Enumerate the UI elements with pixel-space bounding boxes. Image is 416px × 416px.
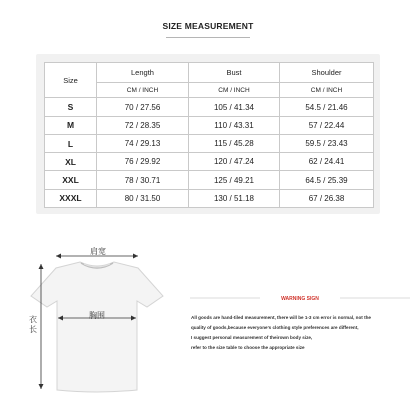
shoulder-cell: 67 / 26.38 xyxy=(280,189,374,207)
length-cell: 72 / 28.35 xyxy=(97,116,189,134)
size-cell: XL xyxy=(45,153,97,171)
warning-notes xyxy=(191,313,407,353)
warning-line: I suggest personal measurement of theirown body size, xyxy=(191,335,313,340)
size-cell: XXXL xyxy=(45,189,97,207)
warning-line: All goods are hand-tiled measurement, there will be 1-3 cm error is normal, not the xyxy=(191,315,371,320)
bust-cell: 120 / 47.24 xyxy=(189,153,280,171)
unit-label: CM / INCH xyxy=(97,83,189,98)
bust-cell: 110 / 43.31 xyxy=(189,116,280,134)
size-column-header: Size xyxy=(45,63,97,98)
warning-line: refer to the size table to choose the appropriate size xyxy=(191,345,305,350)
warning-title: WARNING SIGN xyxy=(281,296,319,302)
shoulder-cell: 54.5 / 21.46 xyxy=(280,98,374,116)
bust-column-header: Bust xyxy=(189,63,280,83)
length-column-header: Length xyxy=(97,63,189,83)
shoulder-label: 肩宽 xyxy=(90,247,106,256)
tshirt-body xyxy=(31,262,163,392)
shoulder-cell: 64.5 / 25.39 xyxy=(280,171,374,189)
shoulder-cell: 62 / 24.41 xyxy=(280,153,374,171)
size-cell: XXL xyxy=(45,171,97,189)
length-cell: 80 / 31.50 xyxy=(97,189,189,207)
bust-cell: 105 / 41.34 xyxy=(189,98,280,116)
unit-label: CM / INCH xyxy=(280,83,374,98)
unit-label: CM / INCH xyxy=(189,83,280,98)
size-cell: M xyxy=(45,116,97,134)
shoulder-column-header: Shoulder xyxy=(280,63,374,83)
length-cell: 70 / 27.56 xyxy=(97,98,189,116)
shoulder-cell: 59.5 / 23.43 xyxy=(280,134,374,152)
shoulder-cell: 57 / 22.44 xyxy=(280,116,374,134)
bust-label: 胸围 xyxy=(89,311,105,320)
bust-cell: 125 / 49.21 xyxy=(189,171,280,189)
length-label: 衣长 xyxy=(29,315,37,334)
length-cell: 78 / 30.71 xyxy=(97,171,189,189)
bust-cell: 115 / 45.28 xyxy=(189,134,280,152)
page-title: SIZE MEASUREMENT xyxy=(162,21,254,31)
length-cell: 74 / 29.13 xyxy=(97,134,189,152)
tshirt-illustration xyxy=(31,262,163,392)
size-cell: S xyxy=(45,98,97,116)
warning-line: quality of goods,because everyone's clothing style preferences are different, xyxy=(191,325,359,330)
bust-cell: 130 / 51.18 xyxy=(189,189,280,207)
size-cell: L xyxy=(45,134,97,152)
length-cell: 76 / 29.92 xyxy=(97,153,189,171)
